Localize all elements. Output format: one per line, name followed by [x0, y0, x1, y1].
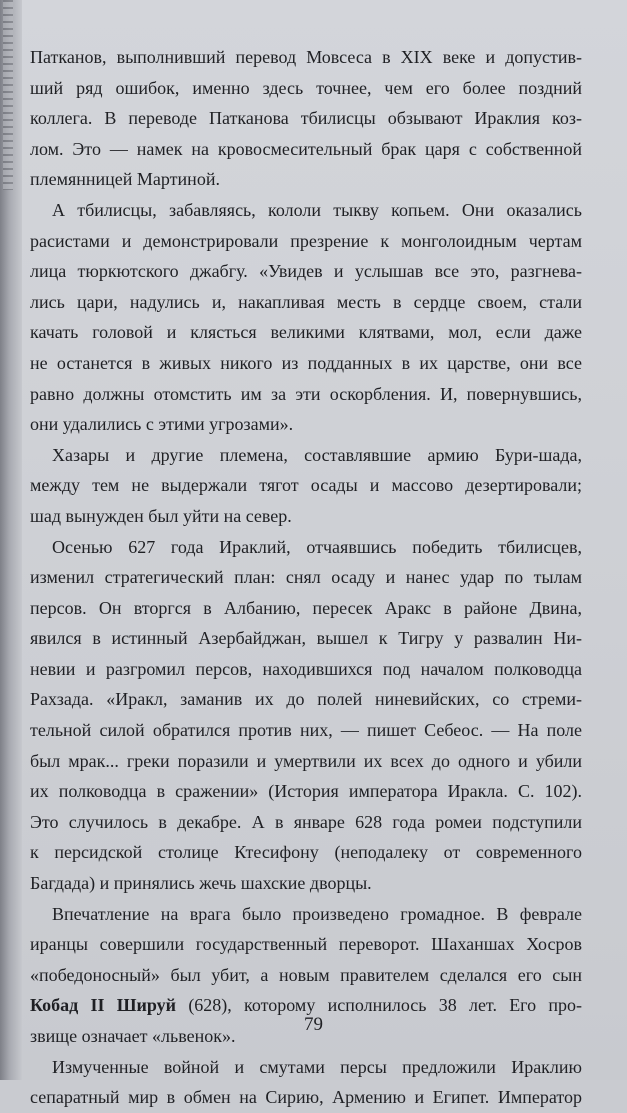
line-text: шад вынужден был уйти на север. [30, 505, 292, 526]
page-edge [3, 0, 13, 190]
text-line [30, 899, 582, 930]
line-text: невии и разгромил персов, находившихся под началом полководца [30, 658, 582, 679]
text-line [30, 837, 582, 868]
text-line [30, 684, 582, 715]
text-line [30, 654, 582, 685]
line-text: не останется в живых никого из подданных в их царстве, они все [30, 352, 582, 373]
line-text: качать головой и клясться великими клятвами, мол, если даже [30, 322, 582, 343]
line-text: был мрак... греки поразили и умертвили их всех до одного и убили [30, 750, 582, 771]
line-text: явился в истинный Азербайджан, вышел к Тигру у развалин Ни- [30, 628, 582, 649]
text-line [30, 440, 582, 471]
text-line [30, 379, 582, 410]
line-text: «победоносный» был убит, а новым правителем сделался его сын [30, 964, 582, 985]
text-line [30, 226, 582, 257]
line-text: А тбилисцы, забавляясь, кололи тыкву копьем. Они оказались [52, 199, 582, 220]
line-text: расистами и демонстрировали презрение к монголоидным чертам [30, 230, 582, 251]
text-line [30, 776, 582, 807]
text-line [30, 807, 582, 838]
line-text: иранцы совершили государственный переворот. Шаханшах Хосров [30, 934, 582, 955]
line-text: Рахзада. «Иракл, заманив их до полей ниневийских, со стреми- [30, 689, 582, 710]
line-text: Хазары и другие племена, составлявшие армию Бури-шада, [52, 444, 582, 465]
text-line [30, 348, 582, 379]
body-text [30, 42, 582, 1113]
line-text: они удалились с этими угрозами». [30, 414, 294, 435]
line-text: между тем не выдержали тягот осады и массово дезертировали; [30, 475, 582, 496]
text-line [30, 960, 582, 991]
text-line [30, 256, 582, 287]
text-line [30, 103, 582, 134]
bold-name: Кобад II Шируй [30, 995, 189, 1016]
line-text: лись цари, надулись и, накапливая месть в сердце своем, стали [30, 291, 582, 312]
line-text: лица тюркютского джабгу. «Увидев и услышав все это, разгнева- [30, 261, 582, 282]
text-line [30, 287, 582, 318]
line-text: Впечатление на врага было произведено громадное. В феврале [52, 903, 582, 924]
text-line [30, 470, 582, 501]
line-text: к персидской столице Ктесифону (неподалеку от современного [30, 842, 582, 863]
line-text: тельной силой обратился против них, — пишет Себеос. — На поле [30, 720, 582, 741]
line-text: лом. Это — намек на кровосмесительный брак царя с собственной [30, 138, 582, 159]
line-text: коллега. В переводе Патканова тбилисцы обзывают Ираклия коз- [30, 108, 582, 129]
line-text: персов. Он вторгся в Албанию, пересек Аракс в районе Двина, [30, 597, 582, 618]
text-line [30, 501, 582, 532]
text-line [30, 868, 582, 899]
text-line [30, 593, 582, 624]
line-text: звище означает «львенок». [30, 1026, 236, 1046]
text-line [30, 532, 582, 563]
line-text: Багдада) и принялись жечь шахские дворцы. [30, 873, 372, 894]
text-line [30, 195, 582, 226]
text-line [30, 1082, 582, 1113]
text-line [30, 164, 582, 195]
line-text: Осенью 627 года Ираклий, отчаявшись победить тбилисцев, [52, 536, 582, 557]
text-line [30, 317, 582, 348]
text-line [30, 562, 582, 593]
text-line [30, 746, 582, 777]
line-text: равно должны отомстить им за эти оскорбления. И, повернувшись, [30, 383, 582, 404]
text-line [30, 134, 582, 165]
text-line [30, 929, 582, 960]
line-text: племянницей Мартиной. [30, 169, 220, 190]
text-line [30, 715, 582, 746]
line-text: сепаратный мир в обмен на Сирию, Армению и Египет. Император [30, 1087, 582, 1108]
line-text: изменил стратегический план: снял осаду и нанес удар по тылам [30, 567, 582, 588]
text-line [30, 409, 582, 440]
line-text: ший ряд ошибок, именно здесь точнее, чем его более поздний [30, 77, 582, 98]
line-text: Это случилось в декабре. А в январе 628 года ромеи подступили [30, 811, 582, 832]
line-text: Патканов, выполнивший перевод Мовсеса в XIX веке и допустив- [30, 47, 582, 67]
text-line [30, 42, 582, 73]
line-text: (628), которому исполнилось 38 лет. Его про- [188, 995, 582, 1016]
text-line [30, 73, 582, 104]
text-line [30, 623, 582, 654]
text-line [30, 1052, 582, 1083]
page-number: 79 [304, 1014, 323, 1035]
line-text: их полководца в сражении» (История императора Иракла. С. 102). [30, 781, 582, 802]
line-text: Измученные войной и смутами персы предложили Ираклию [52, 1056, 582, 1077]
